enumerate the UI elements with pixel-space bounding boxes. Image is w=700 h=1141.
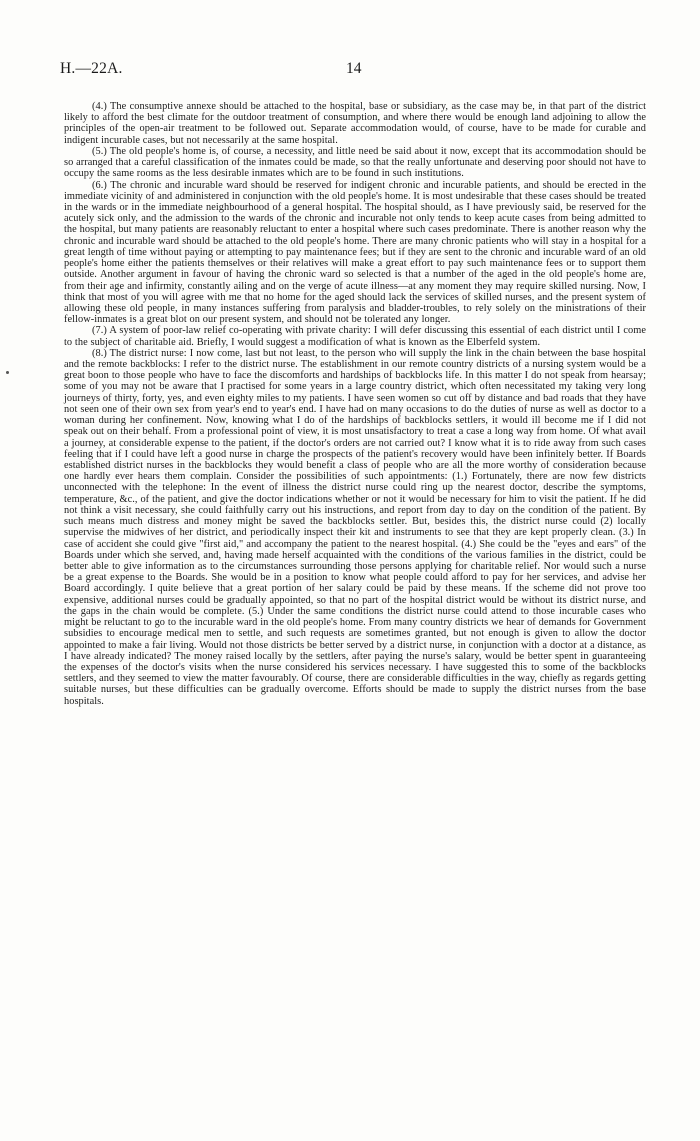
paragraph-poor-law-relief: (7.) A system of poor-law relief co-operating with private charity: I will defer discussing this essential of each district until I come to the subject of charitable aid. Briefly, I would suggest a modification of what is known as the Elberfeld system. xyxy=(64,325,646,348)
paragraph-consumptive-annexe: (4.) The consumptive annexe should be attached to the hospital, base or subsidiary, as the case may be, in that part of the district likely to afford the best climate for the outdoor treatment of consumption, and where there would be enough land adjoining to allow the principles of the open-air treatment to be followed out. Separate accommodation would, of course, have to be made for curable and indigent incurable cases, but not necessarily at the same hospital. xyxy=(64,101,646,146)
document-reference: H.—22A. xyxy=(60,60,123,77)
paragraph-chronic-incurable-ward: (6.) The chronic and incurable ward should be reserved for indigent chronic and incurable patients, and should be erected in the immediate vicinity of and administered in conjunction with the old people's home. It is most undesirable that these cases should be treated in the wards or in the immediate neighbourhood of a general hospital. The hospital should, as I have previously said, be reserved for the acutely sick only, and the admission to the wards of the chronic and incurable not only tends to keep acute cases from being admitted to the hospital, but many patients are reasonably reluctant to enter a hospital where such cases predominate. There is another reason why the chronic and incurable ward should be attached to the old people's home. There are many chronic patients who will stay in a hospital for a great length of time without paying or attempting to pay maintenance fees; but if they are sent to the chronic and incurable ward of an old people's home either the patients themselves or their relatives will make a great effort to pay such maintenance fees or to support them outside. Another argument in favour of having the chronic ward so selected is that a number of the aged in the old people's home are, from their age and infirmity, constantly ailing and on the verge of acute illness—at any moment they may require skilled nursing. Now, I think that most of you will agree with me that no home for the aged should lack the services of skilled nurses, and the present system of allowing these old people, in many instances suffering from paralysis and bladder-troubles, to rely solely on the ministrations of their fellow-inmates is a great blot on our present system, and should not be tolerated any longer. xyxy=(64,179,646,326)
margin-dot xyxy=(6,371,9,374)
page-number: 14 xyxy=(346,60,362,77)
body-text xyxy=(64,101,646,707)
page-header xyxy=(60,60,640,80)
paragraph-district-nurse: (8.) The district nurse: I now come, last but not least, to the person who will supply the link in the chain between the base hospital and the remote backblocks: I refer to the district nurse. The establishment in our remote country districts of a nursing system would be a great boon to those people who have to face the discomforts and hardships of backblocks life. In this matter I do not speak from hearsay; some of you may not be aware that I practised for some years in a large country district, which often necessitated my taking very long journeys of thirty, forty, yes, and even eighty miles to my patients. I have seen women so cut off by distance and bad roads that they have not seen one of their own sex from year's end to year's end. I have had on many occasions to do the duties of nurse as well as doctor to a woman during her confinement. Now, knowing what I do of the hardships of backblocks settlers, it would ill become me if I did not speak out on their behalf. From a professional point of view, it is most unsatisfactory to treat a case a long way from home. Of what avail a journey, at considerable expense to the patient, if the doctor's orders are not carried out? I know what it is to ride away from such cases feeling that if I could have left a good nurse in charge the prospects of the patient's recovery would have been infinitely better. If Boards established district nurses in the backblocks they would benefit a class of people who are all the more worthy of consideration because one hardly ever hears them complain. Consider the possibilities of such appointments: (1.) Fortunately, there are now few districts unconnected with the telephone: In the event of illness the district nurse could ring up the nearest doctor, describe the symptoms, temperature, &c., of the patient, and give the doctor indications whether or not it would be necessary for him to visit the patient. If he did not think a visit necessary, she could faithfully carry out his instructions, and report from day to day on the condition of the patient. By such means much distress and money might be saved the backblocks settler. But, besides this, the district nurse could (2) locally supervise the midwives of her district, and periodically inspect their kit and instruments to see that they are kept properly clean. (3.) In case of accident she could give "first aid," and accompany the patient to the nearest hospital. (4.) She could be the "eyes and ears" of the Boards under which she served, and, having made herself acquainted with the conditions of the various families in the district, could be better able to give information as to the circumstances surrounding those persons applying for charitable relief. Nor would such a nurse be a great expense to the Boards. She would be in a position to know what people could afford to pay for her services, and advise her Board accordingly. I quite believe that a great portion of her salary could be paid by these means. If the scheme did not prove too expensive, additional nurses could be gradually appointed, so that no part of the hospital district would be without its district nurse, and the gaps in the chain would be complete. (5.) Under the same conditions the district nurse could attend to those incurable cases who might be reluctant to go to the incurable ward in the old people's home. From many country districts we hear of demands for Government subsidies to encourage medical men to settle, and such requests are sometimes granted, but not enough is given to allow the doctor appointed to make a fair living. Would not those districts be better served by a district nurse, in conjunction with a doctor at a distance, as I have already indicated? The money raised locally by the settlers, after paying the nurse's salary, would be better spent in guaranteeing the expenses of the doctor's visits when the nurse considered his services necessary. I have suggested this to some of the backblocks settlers, and they seemed to view the matter favourably. Of course, there are considerable difficulties in the way, chiefly as regards getting suitable nurses, but these difficulties can be gradually overcome. Efforts should be made to supply the district nurses from the base hospitals. xyxy=(64,347,646,707)
paragraph-old-peoples-home: (5.) The old people's home is, of course, a necessity, and little need be said about it now, except that its accommodation should be so arranged that a careful classification of the inmates could be made, so that the really unfortunate and deserving poor should not have to occupy the same rooms as the less desirable inmates which are to be found in such institutions. xyxy=(64,145,646,180)
